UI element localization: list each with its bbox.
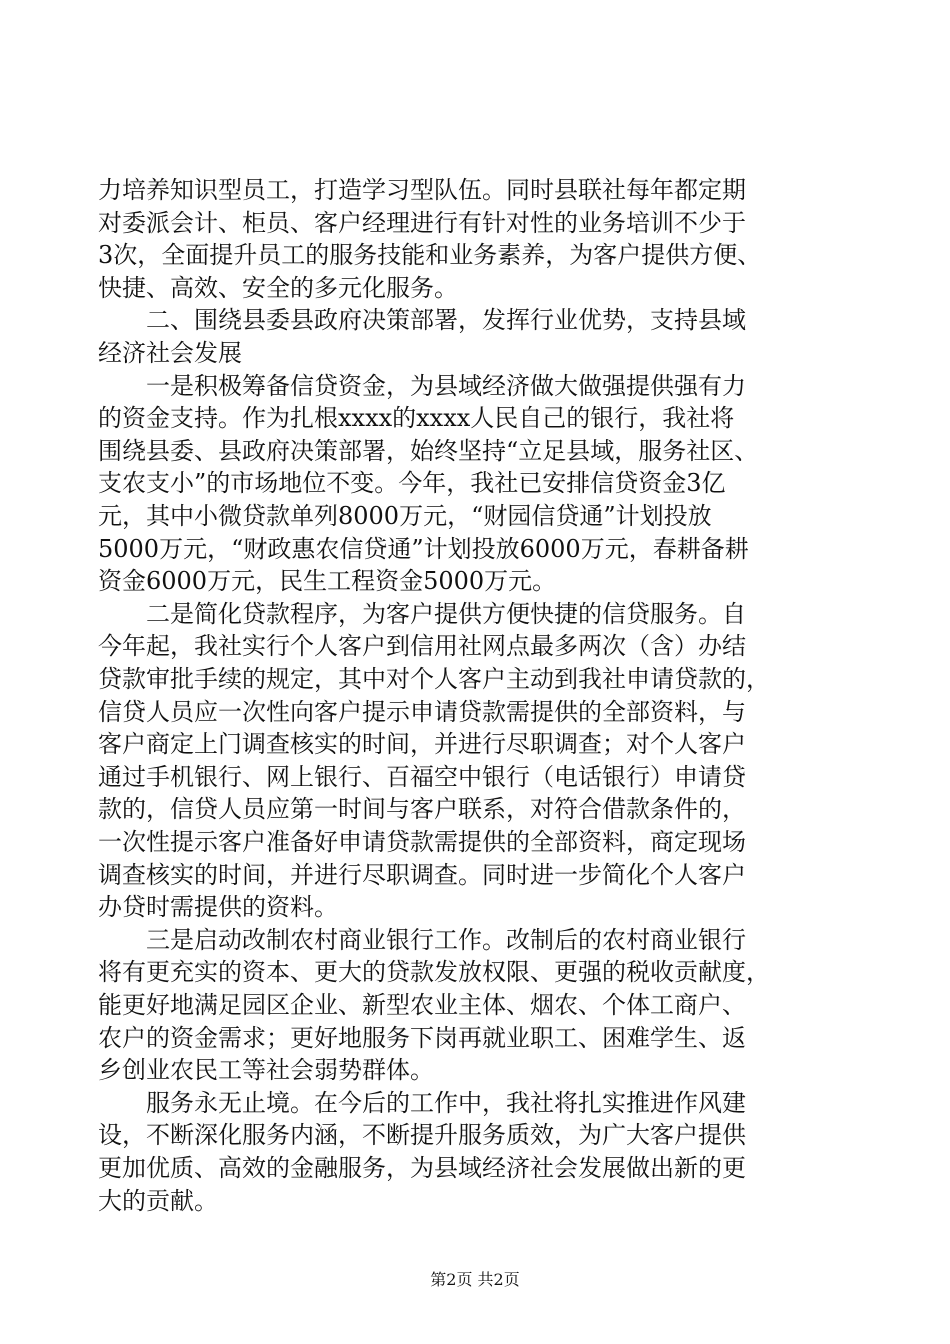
text-line: 办贷时需提供的资料。 <box>98 893 338 922</box>
text-line: 乡创业农民工等社会弱势群体。 <box>98 1056 434 1085</box>
text-line: 资金6000万元，民生工程资金5000万元。 <box>98 567 557 596</box>
text-line: 一是积极筹备信贷资金，为县域经济做大做强提供强有力 <box>98 371 746 400</box>
text-line: 5000万元，“财政惠农信贷通”计划投放6000万元，春耕备耕 <box>98 534 749 563</box>
text-line: 款的，信贷人员应第一时间与客户联系，对符合借款条件的， <box>98 795 746 824</box>
text-line: 经济社会发展 <box>98 339 242 367</box>
text-line: 的资金支持。作为扎根xxxx的xxxx人民自己的银行，我社将 <box>98 404 735 433</box>
text-line: 客户商定上门调查核实的时间，并进行尽职调查；对个人客户 <box>98 730 746 759</box>
text-line: 三是启动改制农村商业银行工作。改制后的农村商业银行 <box>98 925 746 954</box>
text-line: 力培养知识型员工，打造学习型队伍。同时县联社每年都定期 <box>98 176 746 204</box>
text-line: 快捷、高效、安全的多元化服务。 <box>98 273 458 302</box>
text-line: 支农支小”的市场地位不变。今年，我社已安排信贷资金3亿 <box>98 469 726 498</box>
text-line: 农户的资金需求；更好地服务下岗再就业职工、困难学生、返 <box>98 1023 746 1052</box>
text-line: 设，不断深化服务内涵，不断提升服务质效，为广大客户提供 <box>98 1121 746 1150</box>
text-line: 二是简化贷款程序，为客户提供方便快捷的信贷服务。自 <box>98 599 746 628</box>
text-line: 今年起，我社实行个人客户到信用社网点最多两次（含）办结 <box>98 632 746 661</box>
text-line: 贷款审批手续的规定，其中对个人客户主动到我社申请贷款的， <box>98 665 770 693</box>
text-line: 围绕县委、县政府决策部署，始终坚持“立足县域，服务社区、 <box>98 436 759 465</box>
text-line: 对委派会计、柜员、客户经理进行有针对性的业务培训不少于 <box>98 208 746 237</box>
text-line: 将有更充实的资本、更大的贷款发放权限、更强的税收贡献度， <box>98 958 770 987</box>
text-line: 通过手机银行、网上银行、百福空中银行（电话银行）申请贷 <box>98 762 746 791</box>
text-line: 元，其中小微贷款单列8000万元，“财园信贷通”计划投放 <box>98 502 712 530</box>
text-line: 大的贡献。 <box>98 1186 218 1215</box>
text-line: 服务永无止境。在今后的工作中，我社将扎实推进作风建 <box>98 1088 746 1117</box>
text-line: 能更好地满足园区企业、新型农业主体、烟农、个体工商户、 <box>98 991 746 1019</box>
page-footer: 第2页 共2页 <box>430 1270 520 1289</box>
text-line: 一次性提示客户准备好申请贷款需提供的全部资料，商定现场 <box>98 828 746 856</box>
text-line: 调查核实的时间，并进行尽职调查。同时进一步简化个人客户 <box>98 860 746 889</box>
text-line: 二、围绕县委县政府决策部署，发挥行业优势，支持县域 <box>98 306 746 335</box>
text-line: 信贷人员应一次性向客户提示申请贷款需提供的全部资料，与 <box>98 697 746 726</box>
text-line: 更加优质、高效的金融服务，为县域经济社会发展做出新的更 <box>98 1154 746 1182</box>
text-line: 3次，全面提升员工的服务技能和业务素养，为客户提供方便、 <box>98 241 762 270</box>
